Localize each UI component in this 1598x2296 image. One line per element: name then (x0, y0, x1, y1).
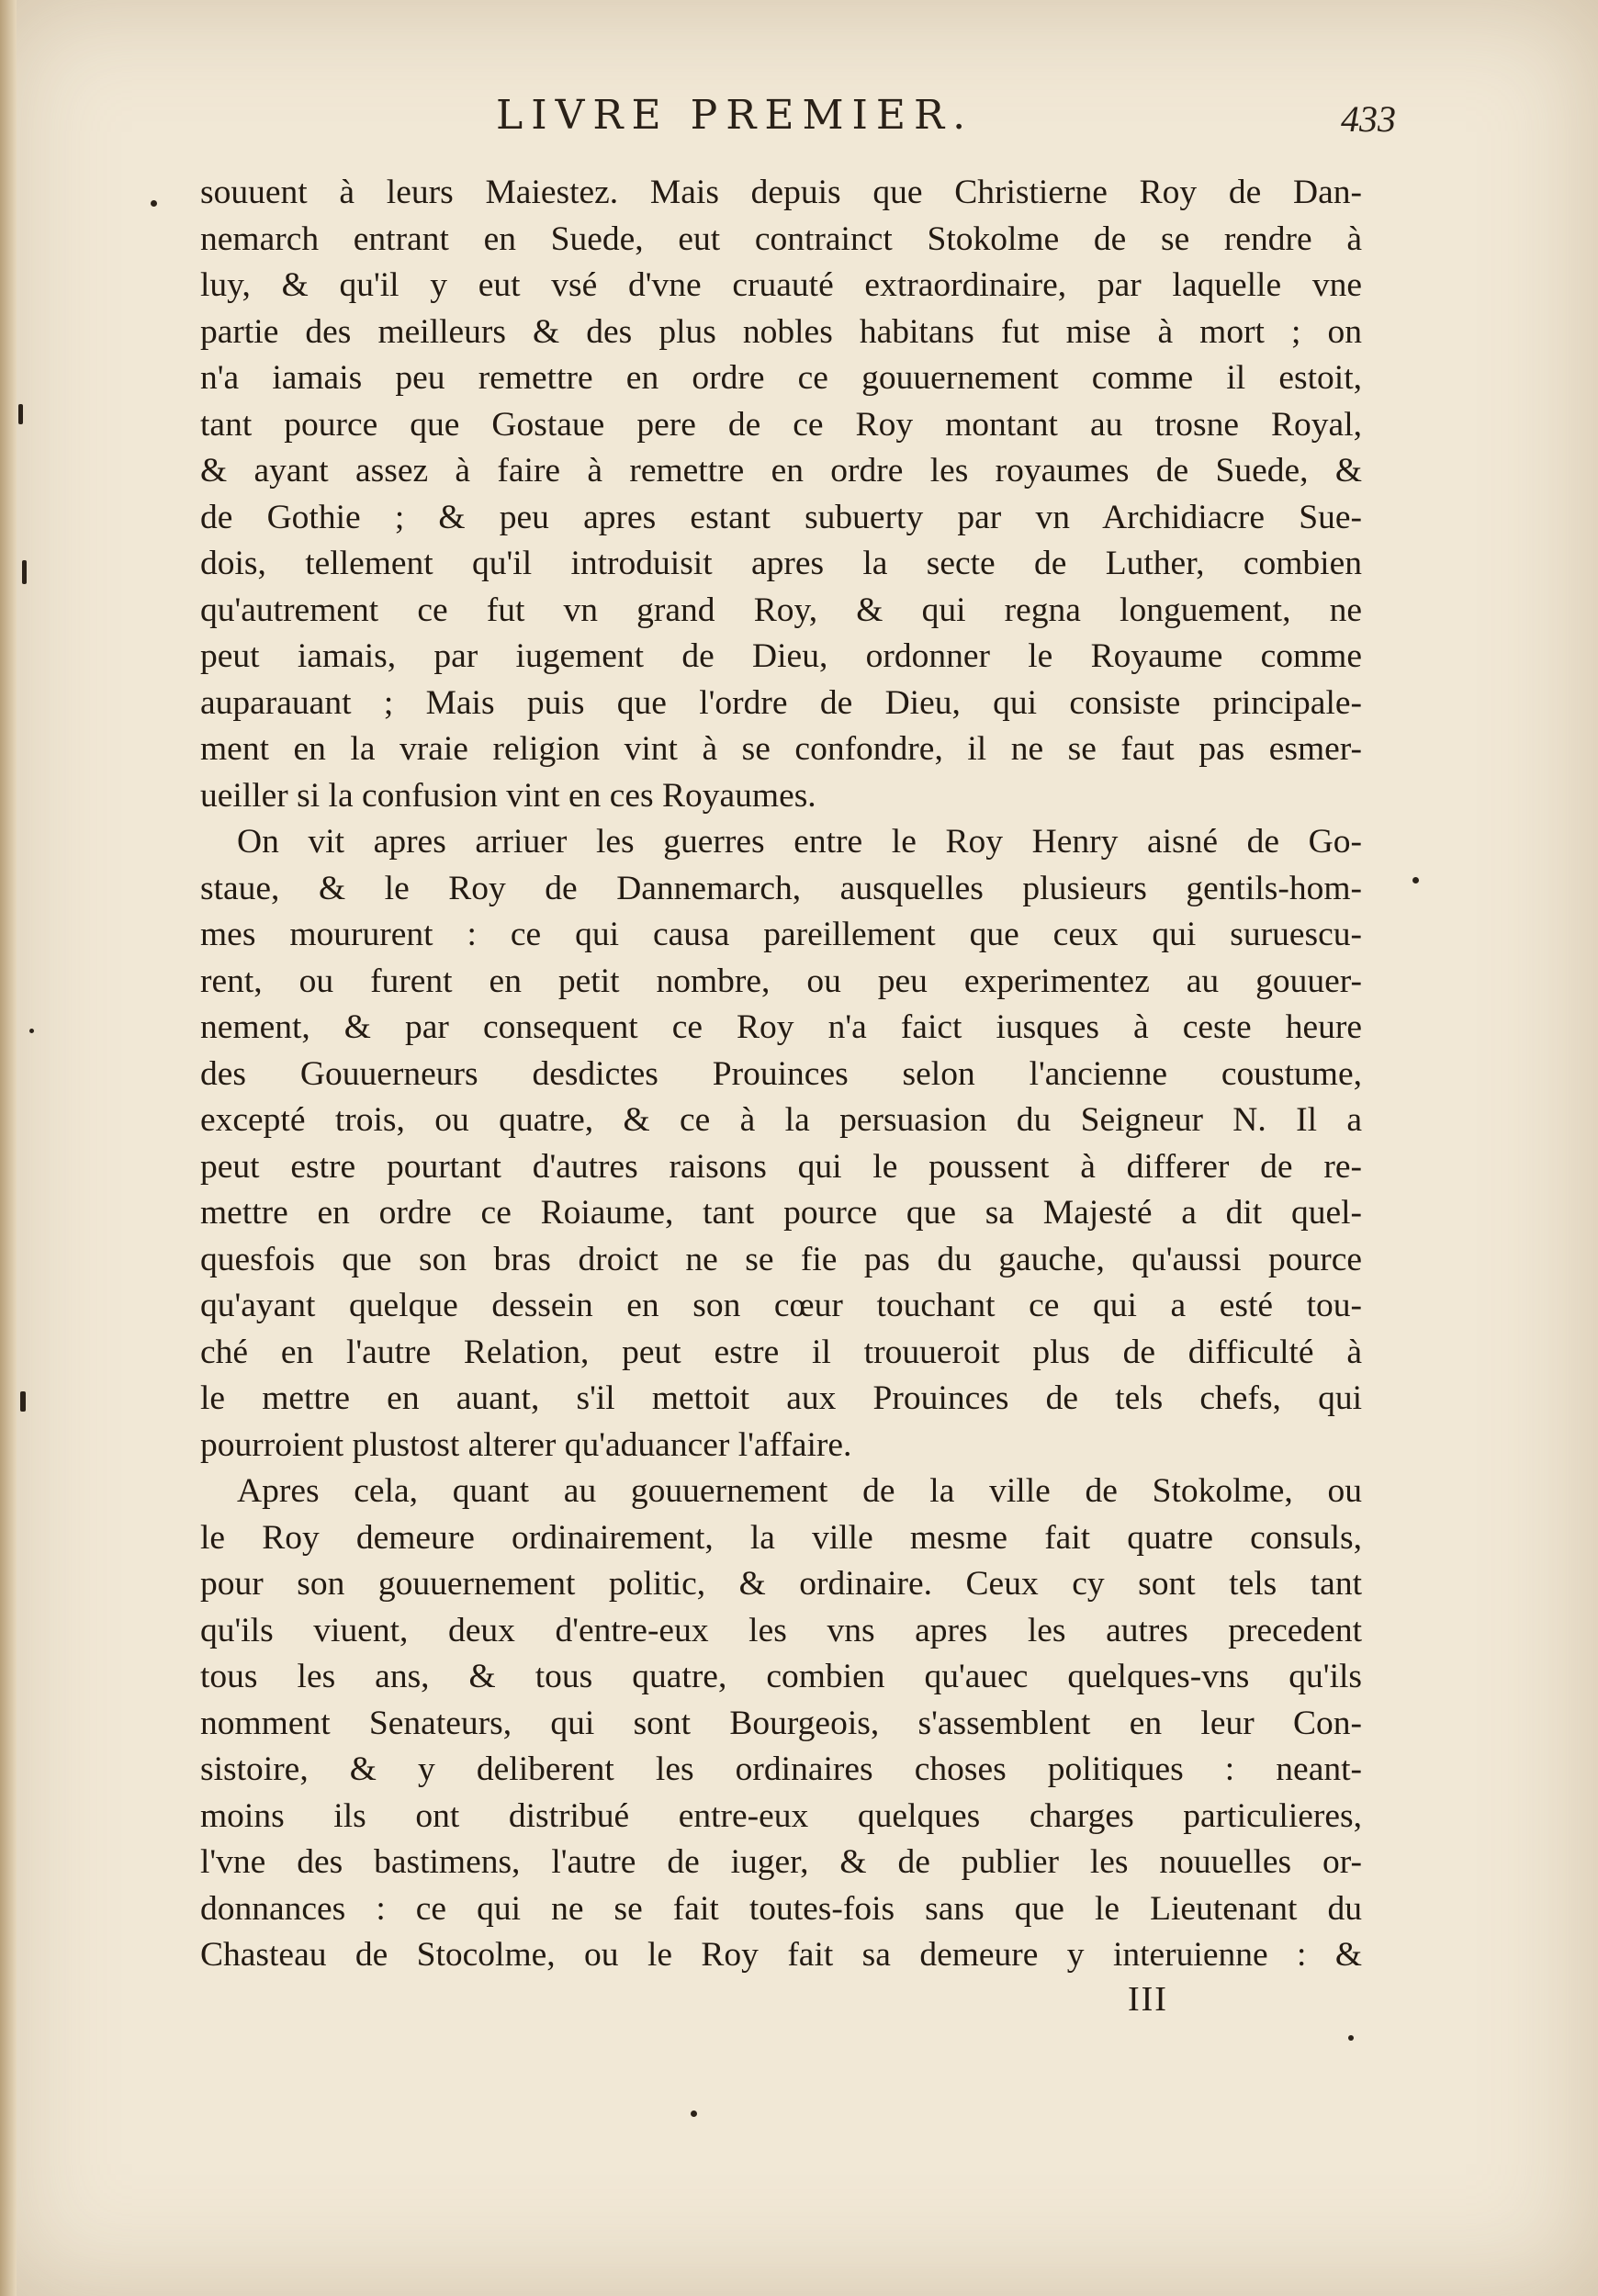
text-line: de Gothie ; & peu apres estant subuerty par vn Archidiacre Sue- (200, 498, 1362, 536)
text-line: On vit apres arriuer les guerres entre le Roy Henry aisné de Go- (237, 823, 1362, 861)
text-line: rent, ou furent en petit nombre, ou peu experimentez au gouuer- (200, 962, 1362, 1000)
text-line: mettre en ordre ce Roiaume, tant pource que sa Majesté a dit quel- (200, 1194, 1362, 1232)
text-line: le Roy demeure ordinairement, la ville mesme fait quatre consuls, (200, 1518, 1362, 1557)
text-line: & ayant assez à faire à remettre en ordre les royaumes de Suede, & (200, 452, 1362, 490)
text-line: nement, & par consequent ce Roy n'a faict iusques à ceste heure (200, 1008, 1362, 1046)
text-line: moins ils ont distribué entre-eux quelques charges particulieres, (200, 1796, 1362, 1835)
text-line: nemarch entrant en Suede, eut contrainct Stokolme de se rendre à (200, 219, 1362, 258)
running-title: LIVRE PREMIER. (496, 92, 974, 139)
text-line: n'a iamais peu remettre en ordre ce gouuernement comme il estoit, (200, 359, 1362, 397)
ink-spot (18, 404, 23, 424)
text-line: Chasteau de Stocolme, ou le Roy fait sa demeure y interuienne : & (200, 1936, 1362, 1974)
text-line: ueiller si la confusion vint en ces Royaumes. (200, 776, 816, 815)
page-edge (0, 0, 17, 2296)
text-line: Apres cela, quant au gouuernement de la ville de Stokolme, ou (237, 1472, 1362, 1510)
text-line: tous les ans, & tous quatre, combien qu'auec quelques-vns qu'ils (200, 1658, 1362, 1695)
text-line: pour son gouuernement politic, & ordinaire. Ceux cy sont tels tant (200, 1565, 1362, 1603)
text-line: le mettre en auant, s'il mettoit aux Prouinces de tels chefs, qui (200, 1379, 1362, 1417)
page-header (202, 92, 1396, 147)
text-line: staue, & le Roy de Dannemarch, ausquelles plusieurs gentils-hom- (200, 869, 1362, 907)
ink-spot (29, 1029, 34, 1033)
ink-spot (151, 200, 157, 207)
text-line: qu'autrement ce fut vn grand Roy, & qui regna longuement, ne (200, 591, 1362, 629)
body-text (200, 170, 1362, 1979)
text-line: auparauant ; Mais puis que l'ordre de Dieu, qui consiste principale- (200, 683, 1362, 722)
text-line: des Gouuerneurs desdictes Prouinces selon l'ancienne coustume, (200, 1054, 1362, 1093)
ink-spot (1348, 2035, 1354, 2041)
text-line: pourroient plustost alterer qu'aduancer l'affaire. (200, 1425, 852, 1464)
ink-spot (691, 2110, 697, 2117)
text-line: donnances : ce qui ne se fait toutes-fois sans que le Lieutenant du (200, 1889, 1362, 1928)
ink-spot (22, 560, 27, 584)
text-line: qu'ils viuent, deux d'entre-eux les vns apres les autres precedent (200, 1611, 1362, 1649)
text-line: nomment Senateurs, qui sont Bourgeois, s'assemblent en leur Con- (200, 1704, 1362, 1742)
text-line: ché en l'autre Relation, peut estre il trouueroit plus de difficulté à (200, 1333, 1362, 1371)
text-line: excepté trois, ou quatre, & ce à la persuasion du Seigneur N. Il a (200, 1101, 1362, 1139)
text-line: tant pource que Gostaue pere de ce Roy montant au trosne Royal, (200, 405, 1362, 444)
text-line: l'vne des bastimens, l'autre de iuger, & de publier les nouuelles or- (200, 1843, 1362, 1881)
ink-spot (1412, 877, 1419, 884)
page-number: 433 (1341, 98, 1396, 140)
text-line: peut estre pourtant d'autres raisons qui le poussent à differer de re- (200, 1147, 1362, 1186)
text-line: dois, tellement qu'il introduisit apres la secte de Luther, combien (200, 545, 1362, 582)
ink-spot (20, 1391, 26, 1412)
text-line: ment en la vraie religion vint à se confondre, il ne se faut pas esmer- (200, 730, 1362, 768)
text-line: sistoire, & y deliberent les ordinaires choses politiques : neant- (200, 1750, 1362, 1788)
text-line: mes moururent : ce qui causa pareillement que ceux qui suruescu- (200, 916, 1362, 953)
text-line: qu'ayant quelque dessein en son cœur touchant ce qui a esté tou- (200, 1287, 1362, 1324)
text-line: quesfois que son bras droict ne se fie pas du gauche, qu'aussi pource (200, 1240, 1362, 1278)
signature-mark: III (1128, 1980, 1168, 2019)
text-line: luy, & qu'il y eut vsé d'vne cruauté extraordinaire, par laquelle vne (200, 266, 1362, 304)
text-line: peut iamais, par iugement de Dieu, ordonner le Royaume comme (200, 637, 1362, 675)
text-line: partie des meilleurs & des plus nobles habitans fut mise à mort ; on (200, 312, 1362, 351)
text-line: souuent à leurs Maiestez. Mais depuis que Christierne Roy de Dan- (200, 174, 1362, 211)
